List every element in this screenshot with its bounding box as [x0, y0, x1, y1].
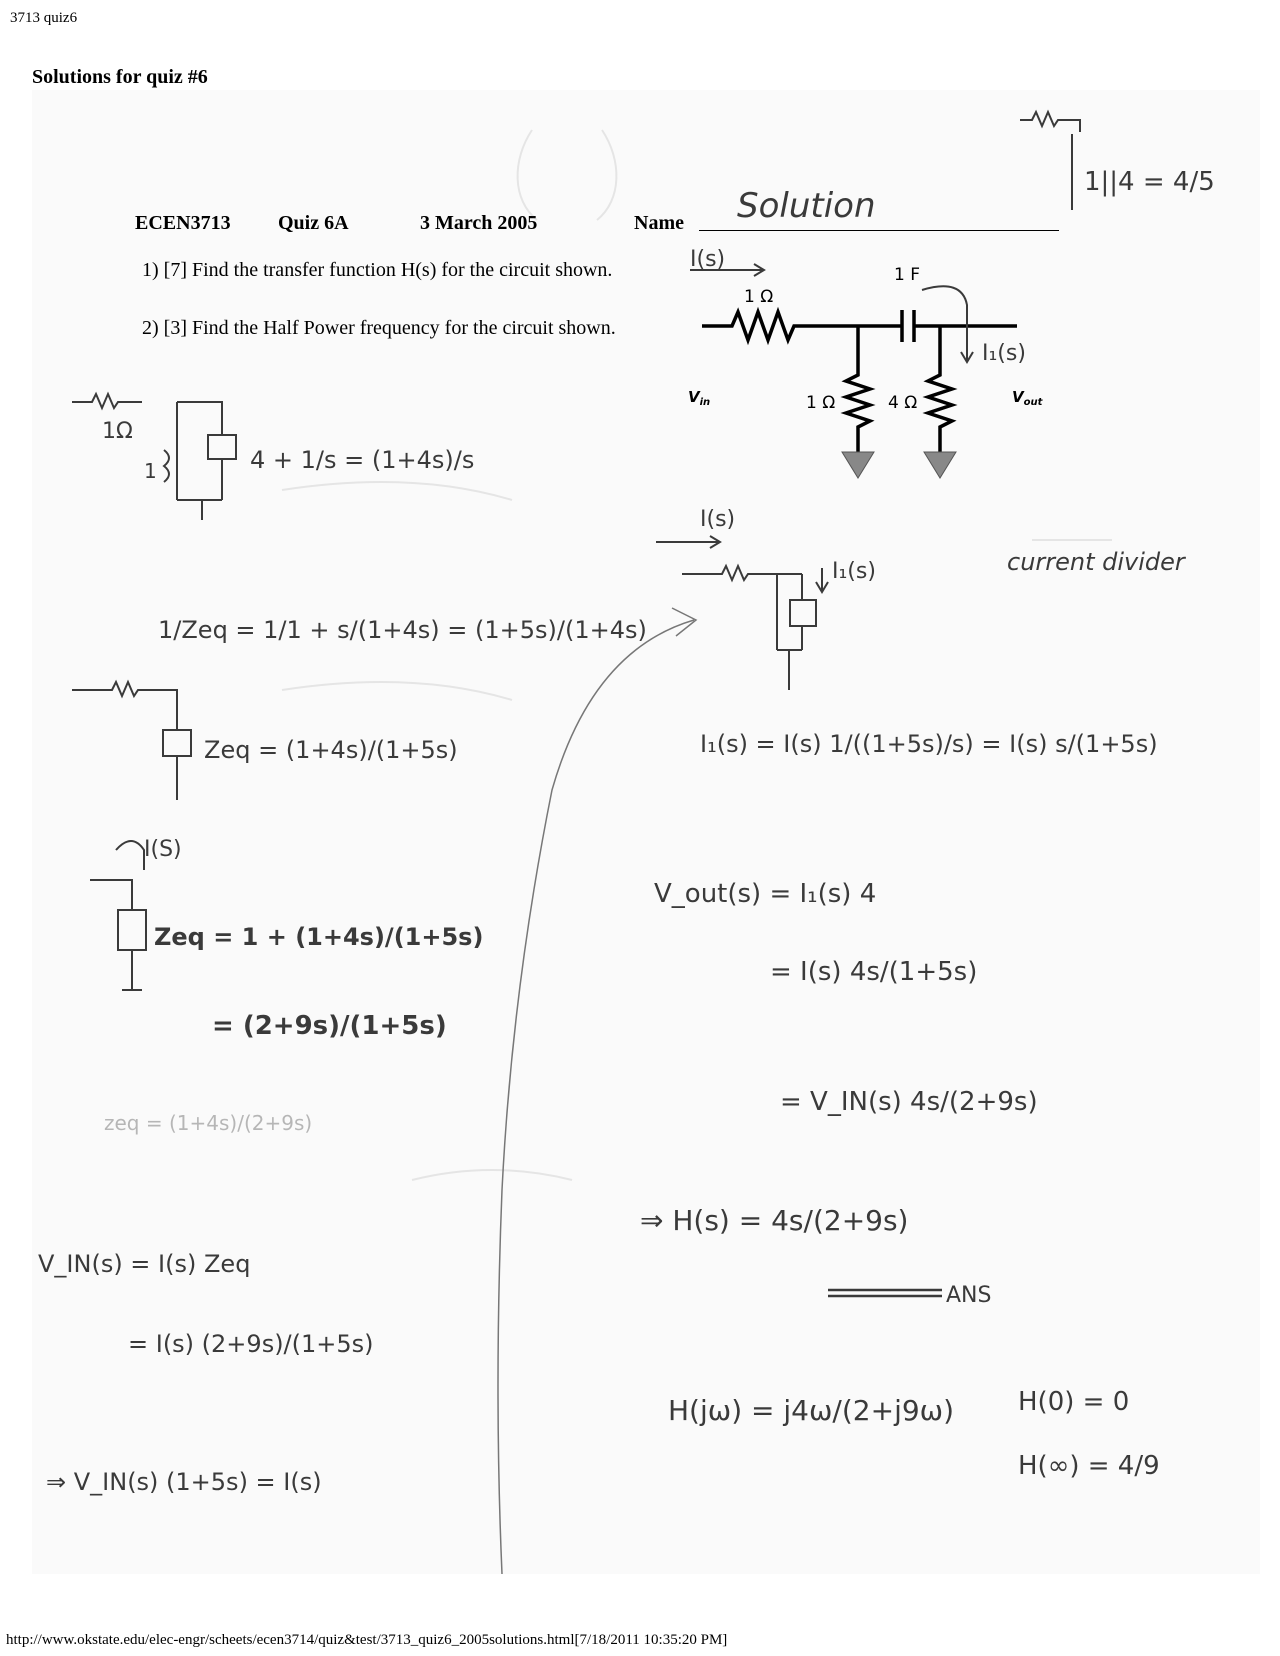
- left-r-one: 1: [144, 459, 157, 483]
- circuit-current-label: I(s): [690, 247, 726, 272]
- left-sketch-1: [72, 394, 236, 520]
- handwritten-work: [32, 90, 1260, 1574]
- left-i-label: I(S): [144, 837, 182, 862]
- right-current-arrow: [656, 536, 720, 548]
- page-heading: Solutions for quiz #6: [32, 66, 208, 88]
- shunt-resistor-1-label: 1 Ω: [806, 393, 836, 413]
- corner-sketch: [1020, 112, 1080, 210]
- left-sketch-3: [90, 841, 146, 990]
- ground-1: [842, 452, 874, 478]
- z-sum-eq: 4 + 1/s = (1+4s)/s: [250, 446, 475, 474]
- i1-eq: I₁(s) = I(s) 1/((1+5s)/s) = I(s) s/(1+5s): [700, 730, 1158, 758]
- scanned-quiz-page: [32, 90, 1260, 1574]
- right-sketch: [682, 566, 828, 690]
- h-infinity: H(∞) = 4/9: [1018, 1451, 1160, 1481]
- left-r-label: 1Ω: [102, 419, 133, 444]
- circuit-diagram: [702, 310, 1017, 452]
- zeq2-a: Zeq = 1 + (1+4s)/(1+5s): [154, 923, 484, 951]
- course-number: ECEN3713: [135, 212, 231, 234]
- vout-eq-1: V_out(s) = I₁(s) 4: [654, 879, 877, 909]
- page-footer-url: http://www.okstate.edu/elec-engr/scheets/ecen3714/quiz&test/3713_quiz6_2005solutions.html[7/18/2011 10:35:20 PM]: [6, 1632, 728, 1648]
- series-resistor-label: 1 Ω: [744, 287, 774, 307]
- yeq-eq: 1/Zeq = 1/1 + s/(1+4s) = (1+5s)/(1+4s): [158, 616, 647, 644]
- current-divider-note: current divider: [1007, 548, 1185, 576]
- name-value: Solution: [737, 186, 876, 226]
- capacitor-label: 1 F: [894, 265, 920, 285]
- shunt-resistor-1: [846, 326, 870, 452]
- vin-eq-3: ⇒ V_IN(s) (1+5s) = I(s): [46, 1468, 322, 1496]
- circuit-i1-label: I₁(s): [982, 341, 1026, 366]
- vout-eq-2: = I(s) 4s/(1+5s): [770, 957, 978, 987]
- shunt-resistor-2-label: 4 Ω: [888, 393, 918, 413]
- connector-arrowhead: [672, 608, 696, 636]
- vin-label: $V_{in}$: [688, 388, 711, 408]
- quiz-id: Quiz 6A: [278, 212, 349, 234]
- i1-arrow: [922, 286, 973, 362]
- ground-2: [924, 452, 956, 478]
- question-2: 2) [3] Find the Half Power frequency for the circuit shown.: [142, 317, 616, 339]
- zeq-faint: zeq = (1+4s)/(2+9s): [104, 1111, 313, 1135]
- zeq1-eq: Zeq = (1+4s)/(1+5s): [204, 736, 458, 764]
- zeq2-b: = (2+9s)/(1+5s): [212, 1011, 447, 1041]
- h-of-s-eq: ⇒ H(s) = 4s/(2+9s): [640, 1204, 909, 1237]
- left-sketch-2: [72, 682, 191, 800]
- quiz-date: 3 March 2005: [420, 212, 538, 234]
- name-label: Name: [634, 212, 684, 234]
- right-i1-label: I₁(s): [832, 559, 876, 584]
- vin-eq-2: = I(s) (2+9s)/(1+5s): [128, 1330, 374, 1358]
- vout-eq-3: = V_IN(s) 4s/(2+9s): [780, 1087, 1038, 1117]
- vout-label: $V_{out}$: [1012, 388, 1043, 408]
- connector-curve: [498, 620, 694, 1574]
- h-zero: H(0) = 0: [1018, 1387, 1130, 1417]
- corner-note: 1||4 = 4/5: [1084, 167, 1215, 197]
- h-of-jw-eq: H(jω) = j4ω/(2+j9ω): [668, 1394, 955, 1427]
- series-resistor: [702, 312, 902, 340]
- question-1: 1) [7] Find the transfer function H(s) for the circuit shown.: [142, 259, 613, 281]
- ans-label: ANS: [946, 1283, 992, 1308]
- right-i-label: I(s): [700, 507, 736, 532]
- vin-eq-1: V_IN(s) = I(s) Zeq: [38, 1250, 251, 1278]
- page-header: 3713 quiz6: [10, 10, 78, 26]
- shunt-resistor-2: [928, 326, 952, 452]
